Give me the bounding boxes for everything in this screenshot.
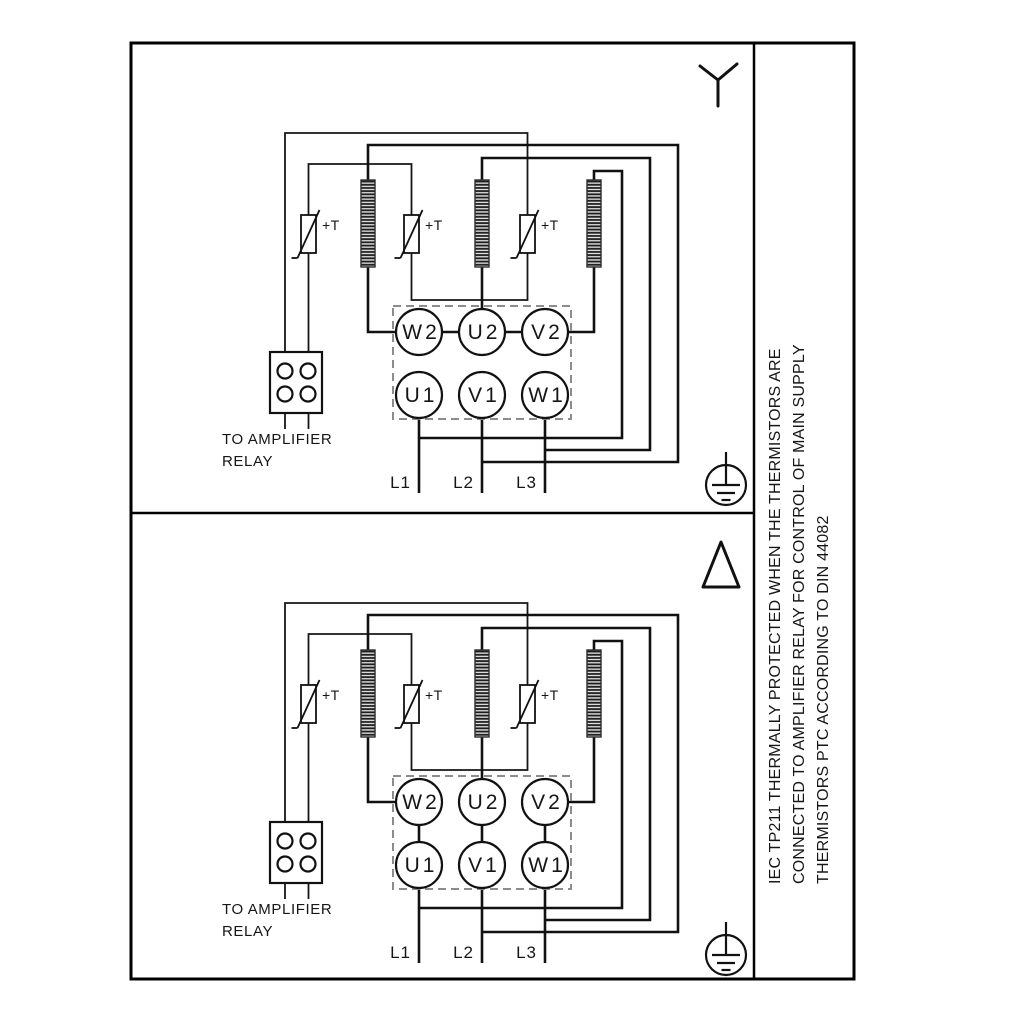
thermistor-label: +T [541,217,559,233]
motor-winding [587,180,601,267]
terminal-label-v2: V2 [531,791,563,814]
amplifier-relay-box [270,822,322,883]
thermistor-label: +T [541,687,559,703]
terminal-label-v1: V1 [468,854,500,877]
thermistor-label: +T [322,687,340,703]
ground-icon [706,452,746,505]
delta-series-links [419,825,545,842]
terminal-label-u1: U1 [404,854,438,877]
thermistor-label: +T [322,217,340,233]
star-icon [700,64,737,106]
terminal-label-w2: W2 [402,321,440,344]
delta-icon [703,542,739,587]
terminal-label-u2: U2 [467,791,501,814]
ptc-thermistor-icon [292,680,320,728]
supply-label-l2: L2 [453,473,474,492]
side-note-line: CONNECTED TO AMPLIFIER RELAY FOR CONTROL OF MAIN SUPPLY [791,344,808,884]
terminal-label-u2: U2 [467,321,501,344]
panel-delta [222,603,746,975]
ptc-thermistor-icon [511,680,539,728]
terminal-label-u1: U1 [404,384,438,407]
side-note [764,344,836,884]
supply-label-l1: L1 [390,943,411,962]
relay-note-line1: TO AMPLIFIER [222,431,333,448]
motor-winding [587,650,601,737]
relay-note-line2: RELAY [222,923,274,940]
terminal-label-v1: V1 [468,384,500,407]
relay-note-line2: RELAY [222,453,274,470]
motor-winding [475,650,489,737]
supply-label-l1: L1 [390,473,411,492]
thermistor-label: +T [425,217,443,233]
motor-winding [475,180,489,267]
panel-star [222,133,746,505]
motor-winding [361,650,375,737]
ptc-thermistor-icon [395,680,423,728]
side-note-line: THERMISTORS PTC ACCORDING TO DIN 44082 [815,515,832,884]
outer-border [131,43,854,979]
thermistor-label: +T [425,687,443,703]
terminal-label-v2: V2 [531,321,563,344]
relay-note-line1: TO AMPLIFIER [222,901,333,918]
supply-label-l3: L3 [516,943,537,962]
supply-label-l2: L2 [453,943,474,962]
ptc-thermistor-icon [292,210,320,258]
supply-label-l3: L3 [516,473,537,492]
ground-icon [706,922,746,975]
terminal-label-w2: W2 [402,791,440,814]
motor-winding [361,180,375,267]
amplifier-relay-box [270,352,322,413]
ptc-thermistor-icon [395,210,423,258]
side-note-line: IEC TP211 THERMALLY PROTECTED WHEN THE THERMISTORS ARE [767,348,784,884]
terminal-label-w1: W1 [528,854,566,877]
terminal-label-w1: W1 [528,384,566,407]
ptc-thermistor-icon [511,210,539,258]
